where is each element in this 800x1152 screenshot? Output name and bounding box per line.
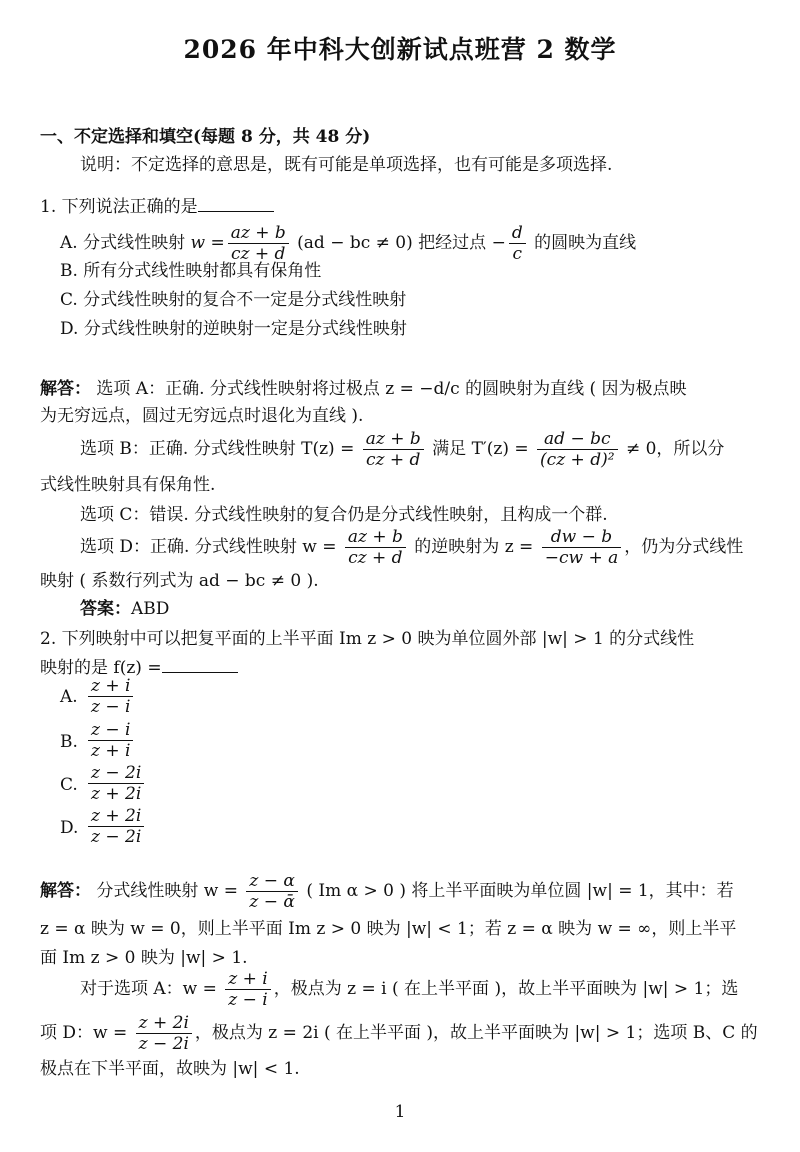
sol1-b-post: ≠ 0，所以分 [620, 439, 725, 459]
fraction-denominator: z − 2i [138, 1034, 189, 1054]
fraction-numerator: z + 2i [88, 806, 144, 827]
fraction-denominator: z + i [91, 741, 131, 761]
fraction-numerator: z − i [88, 720, 133, 741]
sol2-l5-pre: 项 D：w = [40, 1023, 133, 1043]
fraction-numerator: dw − b [542, 527, 622, 548]
fraction-T-prime [537, 429, 618, 470]
fraction-numerator: d [509, 223, 526, 244]
sol1-b-pre: 选项 B：正确. 分式线性映射 T(z) = [80, 439, 360, 459]
sol1-b-mid: 满足 T′(z) = [426, 439, 535, 459]
q2-option-b-letter: B. [60, 732, 78, 752]
fraction [88, 720, 133, 761]
fraction-d-c [509, 223, 526, 264]
q1-option-a-post: 的圆映为直线 [528, 233, 637, 253]
fraction-numerator: z − 2i [88, 763, 144, 784]
fraction-denominator: c [512, 244, 523, 264]
sol1-line-a1 [40, 378, 687, 400]
sol1-d-post: ，仍为分式线性 [624, 537, 744, 557]
q2-option-d-fraction [88, 806, 144, 847]
fraction-z [542, 527, 622, 568]
q1-option-a-pre: A. 分式线性映射 [60, 233, 191, 253]
q2-stem-line1: 2. 下列映射中可以把复平面的上半平面 Im z > 0 映为单位圆外部 |w| > 1 的分式线性 [40, 629, 695, 649]
fraction-numerator: z + i [225, 969, 270, 990]
fraction-denominator: (cz + d)² [540, 450, 615, 470]
section-heading: 一、不定选择和填空(每题 8 分，共 48 分) [40, 127, 371, 147]
sol1-line-b [80, 428, 724, 470]
fraction [88, 676, 133, 717]
answer-value: ABD [131, 599, 170, 619]
answer-label: 答案： [80, 599, 131, 619]
q2-stem-text: 映射的是 f(z) = [40, 658, 162, 678]
fraction-denominator: z − i [228, 990, 268, 1010]
page-number: 1 [394, 1102, 406, 1122]
sol1-line-d2: 映射 ( 系数行列式为 ad − bc ≠ 0 ). [40, 571, 319, 591]
q1-option-b: B. 所有分式线性映射都具有保角性 [60, 261, 322, 281]
sol2-l4-pre: 对于选项 A：w = [80, 979, 223, 999]
fraction-denominator: cz + d [348, 548, 403, 568]
fraction-denominator: cz + d [231, 244, 286, 264]
sol1-a-text: 选项 A：正确. 分式线性映射将过极点 z = −d/c 的圆映射为直线 ( 因为极点映 [91, 379, 687, 399]
q2-option-c-fraction [88, 763, 144, 804]
sol2-l4-post: ，极点为 z = i ( 在上半平面 )，故上半平面映为 |w| > 1；选 [273, 979, 739, 999]
solution-label: 解答： [40, 379, 91, 399]
q1-option-c: C. 分式线性映射的复合不一定是分式线性映射 [60, 290, 407, 310]
q1-stem-text: 1. 下列说法正确的是 [40, 197, 198, 217]
answer-line [80, 598, 169, 620]
fraction-numerator: z + i [88, 676, 133, 697]
sol2-line6: 极点在下半平面，故映为 |w| < 1. [40, 1059, 300, 1079]
q1-stem [40, 195, 274, 218]
sol2-l1-post: ( Im α > 0 ) 将上半平面映为单位圆 |w| = 1，其中：若 [300, 881, 734, 901]
instruction-note: 说明：不定选择的意思是，既有可能是单项选择，也有可能是多项选择. [80, 155, 613, 175]
fraction-numerator: z − α [246, 871, 298, 892]
q2-option-a-fraction [88, 676, 133, 717]
fraction-denominator: −cw + a [544, 548, 619, 568]
fraction-denominator: cz + d [366, 450, 421, 470]
sol2-line4 [80, 968, 738, 1010]
sol2-line2: z = α 映为 w = 0，则上半平面 Im z > 0 映为 |w| < 1；若 z = α 映为 w = ∞，则上半平 [40, 919, 737, 939]
fraction-w [345, 527, 406, 568]
fraction-numerator: z + 2i [136, 1013, 192, 1034]
answer-blank [162, 656, 238, 673]
w-equals: w = [190, 233, 225, 253]
answer-blank [198, 195, 274, 212]
fraction-denominator: z − 2i [91, 827, 142, 847]
q1-option-d: D. 分式线性映射的逆映射一定是分式线性映射 [60, 319, 407, 339]
page-title: 2026 年中科大创新试点班营 2 数学 [183, 35, 617, 64]
q2-option-d-letter: D. [60, 818, 79, 838]
fraction-az+b-cz+d [228, 223, 289, 264]
sol2-line5 [40, 1012, 758, 1054]
fraction [88, 763, 144, 804]
fraction-T [363, 429, 424, 470]
minus-sign: − [491, 233, 506, 253]
fraction-numerator: az + b [228, 223, 289, 244]
sol1-d-mid: 的逆映射为 z = [408, 537, 539, 557]
fraction-denominator: z − i [91, 697, 131, 717]
q2-stem-line2 [40, 656, 238, 679]
q2-option-c-letter: C. [60, 775, 78, 795]
fraction-denominator: z + 2i [91, 784, 142, 804]
q2-option-a-letter: A. [60, 687, 78, 707]
q2-option-b-fraction [88, 720, 133, 761]
sol2-line3: 面 Im z > 0 映为 |w| > 1. [40, 948, 248, 968]
q1-option-a-mid: (ad − bc ≠ 0) 把经过点 [291, 233, 492, 253]
q1-option-a [60, 222, 636, 264]
fraction-option-a [225, 969, 270, 1010]
fraction-alpha [246, 871, 298, 912]
sol1-line-a2: 为无穷远点，圆过无穷远点时退化为直线 ). [40, 406, 364, 426]
sol1-line-c: 选项 C：错误. 分式线性映射的复合仍是分式线性映射，且构成一个群. [80, 505, 608, 525]
sol1-line-d [80, 526, 743, 568]
fraction-denominator: z − ᾱ [249, 892, 295, 912]
sol1-d-pre: 选项 D：正确. 分式线性映射 w = [80, 537, 342, 557]
sol2-l1-pre: 分式线性映射 w = [91, 881, 244, 901]
fraction-numerator: ad − bc [537, 429, 618, 450]
sol2-line1 [40, 870, 734, 912]
fraction [88, 806, 144, 847]
sol1-line-b2: 式线性映射具有保角性. [40, 475, 216, 495]
fraction-numerator: az + b [345, 527, 406, 548]
sol2-l5-post: ，极点为 z = 2i ( 在上半平面 )，故上半平面映为 |w| > 1；选项 B、C 的 [194, 1023, 758, 1043]
fraction-numerator: az + b [363, 429, 424, 450]
fraction-option-d [136, 1013, 192, 1054]
solution-label: 解答： [40, 881, 91, 901]
